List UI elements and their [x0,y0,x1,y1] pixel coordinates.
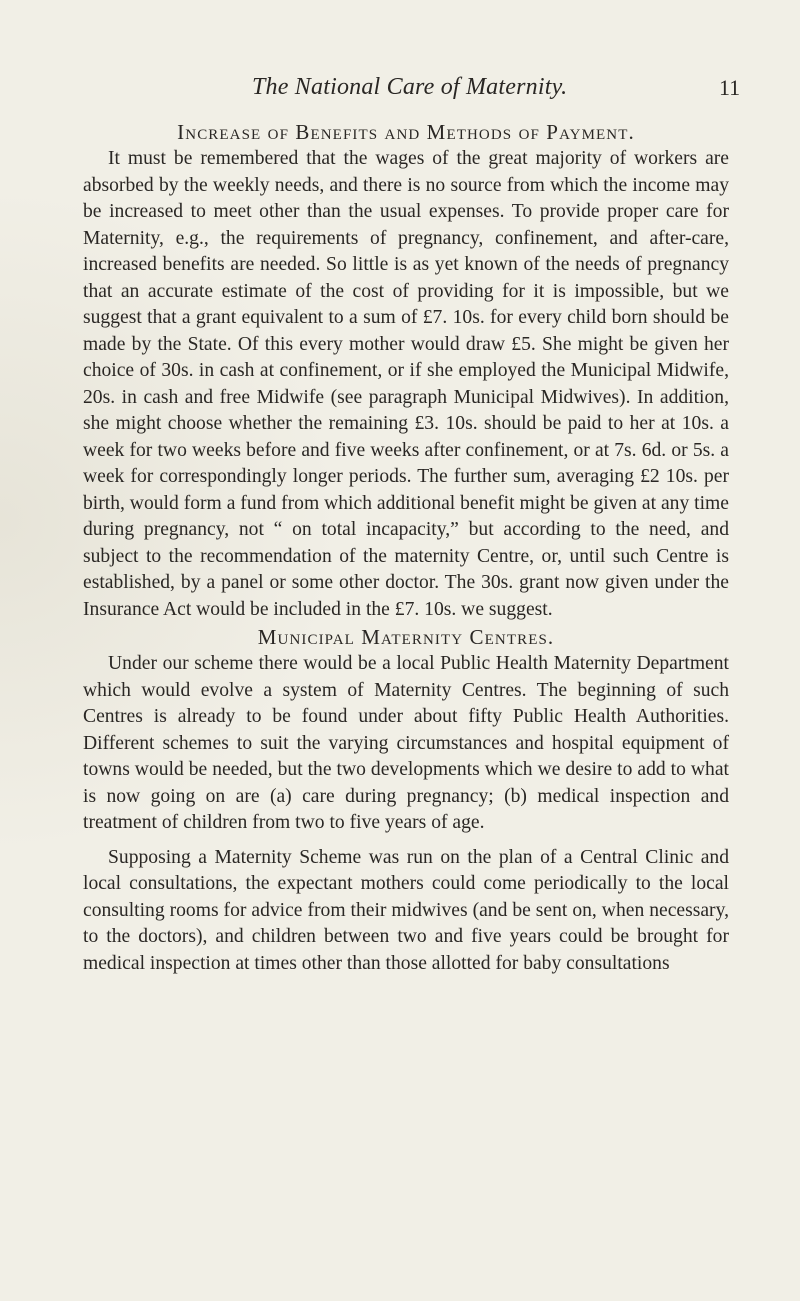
section-heading-maternity-centres: Municipal Maternity Centres. [257,625,555,649]
paragraph-benefits: It must be remembered that the wages of the great majority of workers are absorbed by the weekly needs, and there is no source from which the income may be increased to meet other than the usual expenses. To provide proper care for Maternity, e.g., the requirements of pregnancy, confinement, and after-care, increased benefits are needed. So little is as yet known of the needs of pregnancy that an accurate estimate of the cost of providing for it is impossible, but we suggest that a grant equivalent to a sum of £7. 10s. for every child born should be made by the State. Of this every mother would draw £5. She might be given her choice of 30s. in cash at confinement, or if she employed the Municipal Midwife, 20s. in cash and free Midwife (see paragraph Municipal Midwives). In addition, she might choose whether the remaining £3. 10s. should be paid to her at 10s. a week for two weeks before and five weeks after confinement, or at 7s. 6d. or 5s. a week for correspondingly longer periods. The further sum, averaging £2 10s. per birth, would form a fund from which additional benefit might be given at any time during pregnancy, not “ on total incapacity,” but according to the need, and subject to the recommendation of the maternity Centre, or, until such Centre is established, by a panel or some other doctor. The 30s. grant now given under the Insurance Act would be included in the £7. 10s. we suggest. [83,148,729,620]
running-header [0,74,800,104]
paragraph-maternity-centres: Under our scheme there would be a local Public Health Maternity Department which would evolve a system of Maternity Centres. The beginning of such Centres is already to be found under about fifty Public Health Authorities. Different schemes to suit the varying circumstances and hospital equipment of towns would be needed, but the two developments which we desire to add to what is now going on are (a) care during pregnancy; (b) medical inspection and treatment of children from two to five years of age. [83,653,729,833]
running-title: The National Care of Maternity. [252,74,568,100]
paragraph-maternity-scheme: Supposing a Maternity Scheme was run on the plan of a Central Clinic and local consultations, the expectant mothers could come periodically to the local consulting rooms for advice from their midwives (and be sent on, when necessary, to the doctors), and children between two and five years could be brought for medical inspection at times other than those allotted for baby consultations [83,846,729,974]
page-number: 11 [719,75,741,100]
section-heading-benefits: Increase of Benefits and Methods of Payment. [177,120,635,144]
text-block [83,118,729,977]
